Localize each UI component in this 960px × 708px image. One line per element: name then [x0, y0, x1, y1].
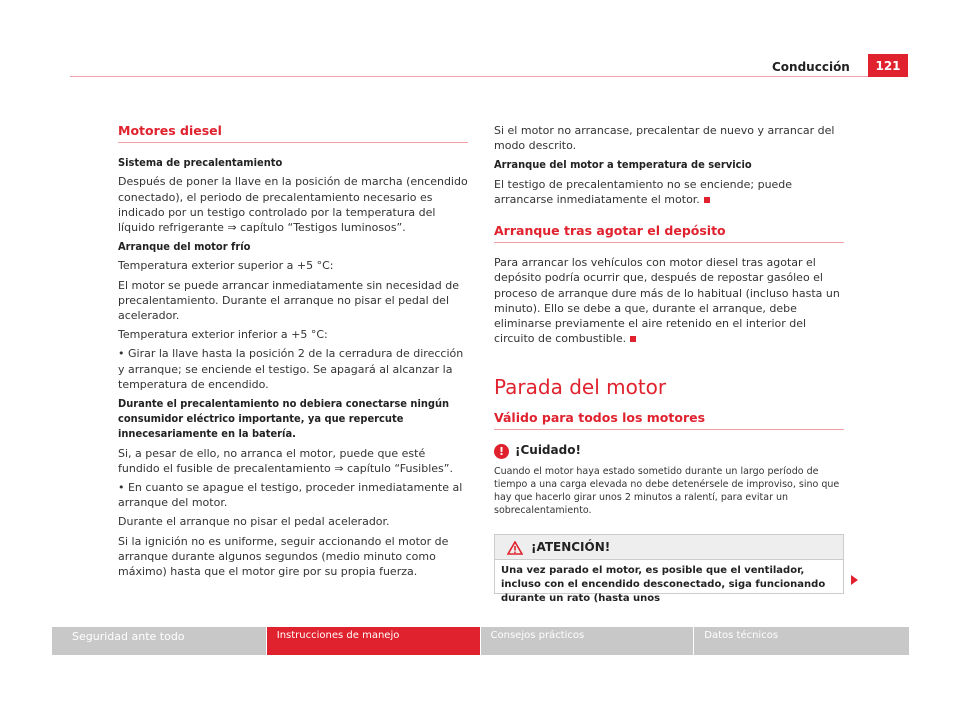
page-number: 121: [868, 54, 908, 77]
warning-triangle-icon: [507, 541, 523, 555]
end-marker-icon: [630, 336, 636, 342]
attention-title: ¡ATENCIÓN!: [531, 540, 611, 554]
subheading-arranque-frio: Arranque del motor frío: [118, 240, 251, 254]
attention-text: Una vez parado el motor, es posible que el ventilador, incluso con el encendido desconectado, siga funcionando durante un rato (hasta unos: [501, 565, 826, 604]
tab-instrucciones[interactable]: Instrucciones de manejo: [267, 627, 480, 655]
bullet-paragraph: • Girar la llave hasta la posición 2 de la cerradura de dirección y arranque; se enciende el testigo. Se apagará al alcanzar la temperatura de encendido.: [118, 347, 464, 391]
paragraph-text: Para arrancar los vehículos con motor diesel tras agotar el depósito podría ocurrir que, después de repostar gasóleo el proceso de arranque dure más de lo habitual (incluso hasta un minuto). Ello se debe a que, durante el arranque, debe eliminarse previamente el aire retenido en el interior del circuito de combustible.: [494, 256, 840, 346]
paragraph-text: El testigo de precalentamiento no se enciende; puede arrancarse inmediatamente el motor.: [494, 177, 793, 206]
paragraph: Si, a pesar de ello, no arranca el motor, puede que esté fundido el fusible de precalentamiento ⇒ capítulo “Fusibles”.: [118, 446, 453, 475]
paragraph: [494, 255, 844, 346]
paragraph: El motor se puede arrancar inmediatamente sin necesidad de precalentamiento. Durante el arranque no pisar el pedal del acelerador.: [118, 278, 460, 323]
paragraph: [494, 177, 844, 207]
chapter-title-parada: Parada del motor: [494, 375, 667, 400]
paragraph: Temperatura exterior inferior a +5 °C:: [118, 328, 328, 342]
running-header-title: Conducción: [772, 60, 850, 74]
section-title-motores-diesel: Motores diesel: [118, 123, 468, 143]
tab-datos-tecnicos[interactable]: Datos técnicos: [694, 627, 909, 655]
caution-note: [494, 444, 844, 517]
attention-box: [494, 534, 844, 604]
subheading-precalentamiento: Sistema de precalentamiento: [118, 156, 283, 170]
paragraph: Durante el arranque no pisar el pedal acelerador.: [118, 515, 390, 529]
tab-consejos[interactable]: Consejos prácticos: [481, 627, 694, 655]
caution-icon: !: [494, 444, 509, 459]
caution-title: ¡Cuidado!: [515, 442, 581, 457]
header-rule: [70, 76, 908, 77]
tab-seguridad[interactable]: Seguridad ante todo: [52, 627, 266, 655]
right-column: [494, 123, 844, 517]
caution-text: Cuando el motor haya estado sometido durante un largo período de tiempo a una carga elevada no debe detenérsele de improviso, sino que hay que hacerlo girar unos 2 minutos a ralentí, para evitar un sobrecalentamiento.: [494, 465, 840, 516]
continue-arrow-icon: [851, 575, 858, 585]
section-title-todos-motores: Válido para todos los motores: [494, 410, 844, 430]
paragraph: Si la ignición no es uniforme, seguir accionando el motor de arranque durante algunos segundos (medio minuto como máximo) hasta que el motor gire por su propia fuerza.: [118, 534, 449, 579]
paragraph: Después de poner la llave en la posición de marcha (encendido conectado), el periodo de precalentamiento necesario es indicado por un testigo controlado por la temperatura del líquido refrigerante ⇒ capítulo “Testigos luminosos”.: [118, 175, 468, 235]
end-marker-icon: [704, 197, 710, 203]
subheading-temperatura-servicio: Arranque del motor a temperatura de servicio: [494, 158, 752, 172]
footer-nav: [52, 627, 910, 655]
paragraph: Temperatura exterior superior a +5 °C:: [118, 259, 334, 273]
bold-paragraph: Durante el precalentamiento no debiera conectarse ningún consumidor eléctrico importante, ya que repercute innecesariamente en la batería.: [118, 397, 450, 441]
section-title-arranque-deposito: Arranque tras agotar el depósito: [494, 223, 844, 243]
left-column: [118, 123, 468, 583]
bullet-paragraph: • En cuanto se apague el testigo, proceder inmediatamente al arranque del motor.: [118, 481, 463, 510]
paragraph: Si el motor no arrancase, precalentar de nuevo y arrancar del modo descrito.: [494, 124, 835, 153]
attention-header: [495, 535, 843, 560]
